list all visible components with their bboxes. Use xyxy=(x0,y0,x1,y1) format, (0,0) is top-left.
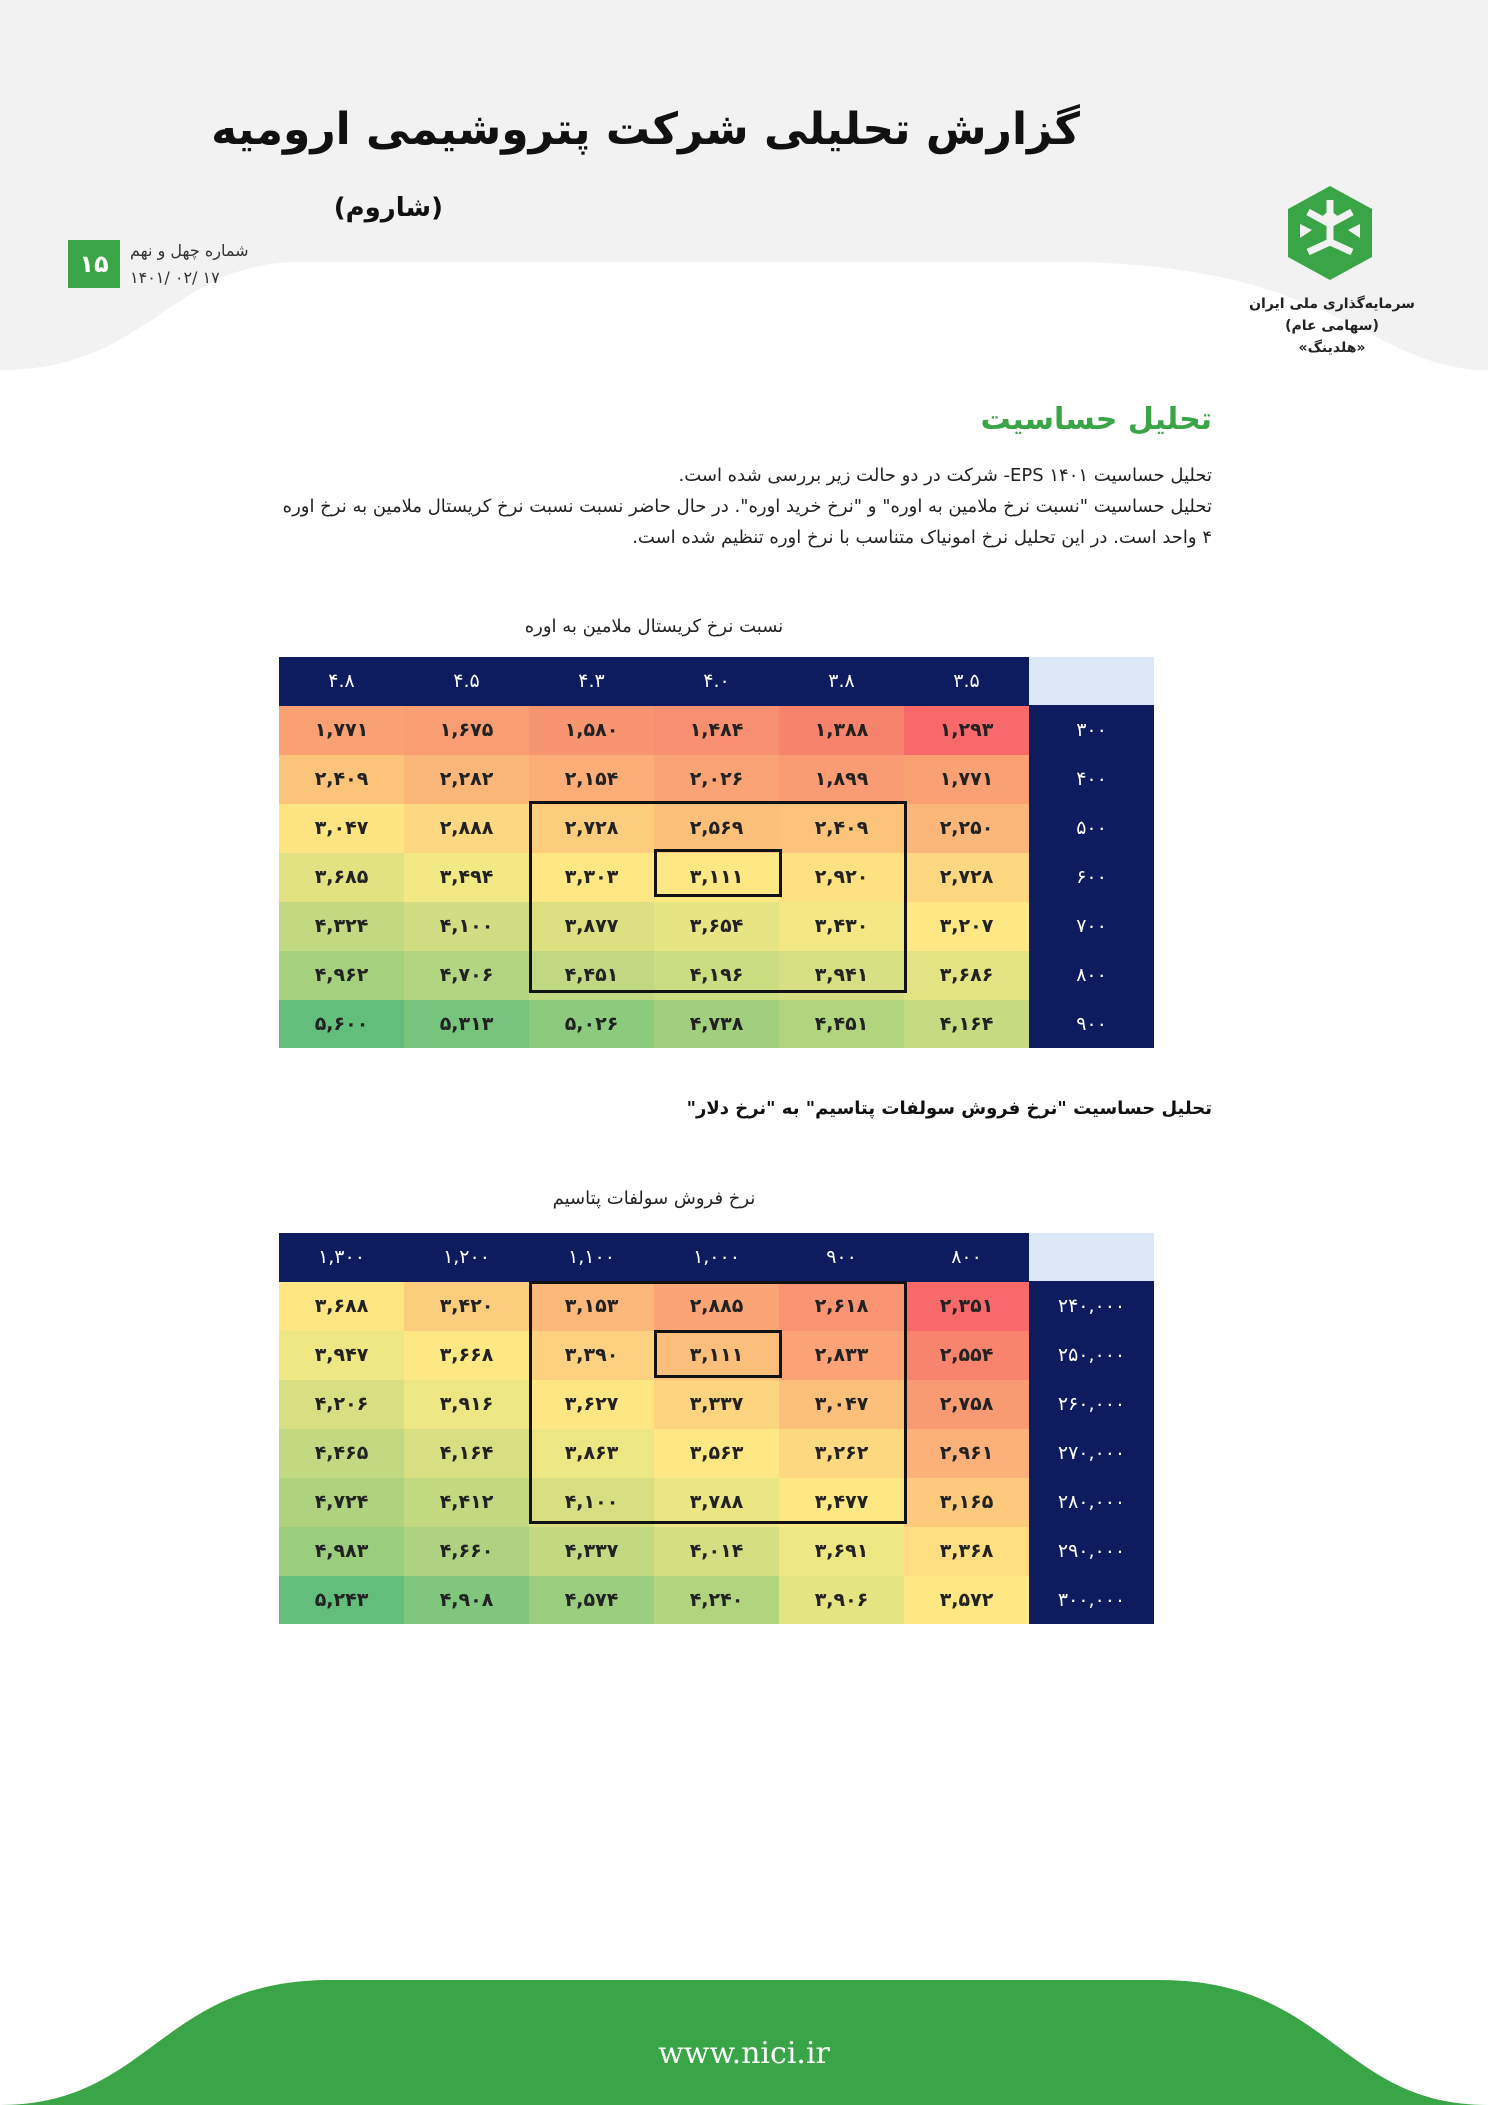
table2-cell: ۴,۱۰۰ xyxy=(529,1478,654,1527)
intro-paragraph-1: تحلیل حساسیت EPS ۱۴۰۱- شرکت در دو حالت زیر بررسی شده است. xyxy=(678,465,1212,486)
table2-cell: ۳,۳۳۷ xyxy=(654,1380,779,1429)
table2-cell: ۴,۱۶۴ xyxy=(404,1429,529,1478)
table1-cell: ۳,۹۴۱ xyxy=(779,951,904,1000)
table2-row-header: ۳۰۰,۰۰۰ xyxy=(1029,1576,1154,1625)
table2-cell: ۳,۹۰۶ xyxy=(779,1576,904,1625)
table2-cell: ۳,۹۴۷ xyxy=(279,1331,404,1380)
table1-row-header: ۶۰۰ xyxy=(1029,853,1154,902)
table1-row-header: ۳۰۰ xyxy=(1029,706,1154,755)
analysis2-title: تحلیل حساسیت "نرخ فروش سولفات پتاسیم" به "نرخ دلار" xyxy=(686,1098,1212,1119)
table2-cell: ۳,۰۴۷ xyxy=(779,1380,904,1429)
table1-cell: ۱,۲۹۳ xyxy=(904,706,1029,755)
table2-col-header: ۸۰۰ xyxy=(904,1233,1029,1282)
table1-cell: ۲,۷۲۸ xyxy=(904,853,1029,902)
issue-date: ۱۴۰۱/ ۰۲/ ۱۷ xyxy=(130,268,220,287)
table2-cell: ۳,۴۲۰ xyxy=(404,1282,529,1331)
table2-cell: ۳,۱۱۱ xyxy=(654,1331,779,1380)
nici-logo-icon xyxy=(1280,180,1380,288)
table1-row-header: ۴۰۰ xyxy=(1029,755,1154,804)
table-row xyxy=(279,1380,1154,1429)
table2-row-header: ۲۵۰,۰۰۰ xyxy=(1029,1331,1154,1380)
table2-cell: ۳,۱۶۵ xyxy=(904,1478,1029,1527)
table2-cell: ۴,۴۱۲ xyxy=(404,1478,529,1527)
table1-cell: ۴,۴۵۱ xyxy=(529,951,654,1000)
table1-cell: ۲,۴۰۹ xyxy=(279,755,404,804)
table1-cell: ۴,۳۲۴ xyxy=(279,902,404,951)
table1-cell: ۳,۶۸۶ xyxy=(904,951,1029,1000)
intro-text xyxy=(282,460,1212,553)
table1-col-header: ۴.۵ xyxy=(404,657,529,706)
table1-cell: ۵,۰۲۶ xyxy=(529,1000,654,1049)
table-row xyxy=(279,1000,1154,1049)
table1-row-header: ۵۰۰ xyxy=(1029,804,1154,853)
company-name xyxy=(1232,293,1432,359)
table1-cell: ۳,۳۰۳ xyxy=(529,853,654,902)
table1-col-header: ۳.۸ xyxy=(779,657,904,706)
table1-row-header: ۸۰۰ xyxy=(1029,951,1154,1000)
table1-cell: ۵,۶۰۰ xyxy=(279,1000,404,1049)
table1-cell: ۳,۱۱۱ xyxy=(654,853,779,902)
table-row xyxy=(279,804,1154,853)
table-row xyxy=(279,853,1154,902)
table1-col-header: ۴.۸ xyxy=(279,657,404,706)
table-row xyxy=(279,1331,1154,1380)
table2-caption: نرخ فروش سولفات پتاسیم xyxy=(552,1188,756,1209)
table1-row-header: ۹۰۰ xyxy=(1029,1000,1154,1049)
table2-cell: ۳,۲۶۲ xyxy=(779,1429,904,1478)
table1-cell: ۴,۷۳۸ xyxy=(654,1000,779,1049)
table1-cell: ۱,۴۸۴ xyxy=(654,706,779,755)
table2-cell: ۵,۲۴۳ xyxy=(279,1576,404,1625)
table2-cell: ۲,۹۶۱ xyxy=(904,1429,1029,1478)
sensitivity-table-1 xyxy=(279,657,1154,1048)
table1-cell: ۲,۲۵۰ xyxy=(904,804,1029,853)
table2-cell: ۳,۱۵۳ xyxy=(529,1282,654,1331)
table1-cell: ۱,۷۷۱ xyxy=(904,755,1029,804)
table1-cell: ۴,۱۰۰ xyxy=(404,902,529,951)
table2-col-header: ۱,۰۰۰ xyxy=(654,1233,779,1282)
table2-col-header: ۱,۳۰۰ xyxy=(279,1233,404,1282)
table-row xyxy=(279,902,1154,951)
table2-corner-cell xyxy=(1029,1233,1154,1282)
table1-cell: ۲,۵۶۹ xyxy=(654,804,779,853)
table2-row-header: ۲۴۰,۰۰۰ xyxy=(1029,1282,1154,1331)
table-row xyxy=(279,951,1154,1000)
table1-cell: ۴,۹۶۲ xyxy=(279,951,404,1000)
table1-col-header: ۴.۳ xyxy=(529,657,654,706)
table-row xyxy=(279,1576,1154,1625)
table2-cell: ۲,۸۳۳ xyxy=(779,1331,904,1380)
table2-cell: ۳,۸۶۳ xyxy=(529,1429,654,1478)
table2-cell: ۲,۸۸۵ xyxy=(654,1282,779,1331)
table1-cell: ۱,۶۷۵ xyxy=(404,706,529,755)
table2-row-header: ۲۶۰,۰۰۰ xyxy=(1029,1380,1154,1429)
table2-cell: ۳,۶۲۷ xyxy=(529,1380,654,1429)
table2-cell: ۲,۶۱۸ xyxy=(779,1282,904,1331)
table2-cell: ۴,۲۴۰ xyxy=(654,1576,779,1625)
table2-col-header: ۹۰۰ xyxy=(779,1233,904,1282)
table2-cell: ۳,۶۹۱ xyxy=(779,1527,904,1576)
table2-cell: ۴,۹۰۸ xyxy=(404,1576,529,1625)
section-title: تحلیل حساسیت xyxy=(980,402,1212,437)
footer-website: www.nici.ir xyxy=(658,2036,830,2071)
table2-col-header: ۱,۱۰۰ xyxy=(529,1233,654,1282)
table2-cell: ۳,۶۶۸ xyxy=(404,1331,529,1380)
table1-cell: ۴,۱۹۶ xyxy=(654,951,779,1000)
table2-cell: ۲,۵۵۴ xyxy=(904,1331,1029,1380)
report-subtitle: (شاروم) xyxy=(333,193,443,223)
table2-cell: ۳,۳۹۰ xyxy=(529,1331,654,1380)
sensitivity-table-2 xyxy=(279,1233,1154,1624)
table1-cell: ۳,۸۷۷ xyxy=(529,902,654,951)
table1-cell: ۳,۴۹۴ xyxy=(404,853,529,902)
table2-cell: ۴,۰۱۴ xyxy=(654,1527,779,1576)
table2-cell: ۴,۶۶۰ xyxy=(404,1527,529,1576)
table-row xyxy=(279,706,1154,755)
table1-col-header: ۴.۰ xyxy=(654,657,779,706)
table1-cell: ۲,۲۸۲ xyxy=(404,755,529,804)
table1-cell: ۳,۰۴۷ xyxy=(279,804,404,853)
table-row xyxy=(279,1429,1154,1478)
table1-corner-cell xyxy=(1029,657,1154,706)
table1-cell: ۴,۴۵۱ xyxy=(779,1000,904,1049)
table1-cell: ۳,۲۰۷ xyxy=(904,902,1029,951)
table1-cell: ۲,۷۲۸ xyxy=(529,804,654,853)
issue-number-badge: ۱۵ xyxy=(68,240,120,288)
table-row xyxy=(279,1527,1154,1576)
table1-cell: ۲,۸۸۸ xyxy=(404,804,529,853)
table2-cell: ۳,۹۱۶ xyxy=(404,1380,529,1429)
issue-label: شماره چهل و نهم xyxy=(130,241,249,260)
table2-cell: ۲,۷۵۸ xyxy=(904,1380,1029,1429)
table1-cell: ۱,۷۷۱ xyxy=(279,706,404,755)
intro-paragraph-2: تحلیل حساسیت "نسبت نرخ ملامین به اوره" و "نرخ خرید اوره". در حال حاضر نسبت نسبت نرخ کریستال ملامین به نرخ اوره ۴ واحد است. در این تحلیل نرخ امونیاک متناسب با نرخ اوره تنظیم شده است. xyxy=(282,496,1212,548)
table2-row-header: ۲۸۰,۰۰۰ xyxy=(1029,1478,1154,1527)
table2-cell: ۳,۵۶۳ xyxy=(654,1429,779,1478)
table1-cell: ۱,۵۸۰ xyxy=(529,706,654,755)
table2-cell: ۳,۷۸۸ xyxy=(654,1478,779,1527)
table2-row-header: ۲۷۰,۰۰۰ xyxy=(1029,1429,1154,1478)
table1-cell: ۳,۴۳۰ xyxy=(779,902,904,951)
table2-cell: ۳,۵۷۲ xyxy=(904,1576,1029,1625)
table2-cell: ۴,۴۶۵ xyxy=(279,1429,404,1478)
table1-cell: ۲,۹۲۰ xyxy=(779,853,904,902)
table1-header-row xyxy=(279,657,1154,706)
table1-cell: ۲,۱۵۴ xyxy=(529,755,654,804)
table2-header-row xyxy=(279,1233,1154,1282)
table1-caption: نسبت نرخ کریستال ملامین به اوره xyxy=(524,616,784,637)
table2-cell: ۲,۳۵۱ xyxy=(904,1282,1029,1331)
table1-cell: ۱,۸۹۹ xyxy=(779,755,904,804)
table-row xyxy=(279,1478,1154,1527)
report-title: گزارش تحلیلی شرکت پتروشیمی ارومیه xyxy=(211,104,1080,155)
table1-cell: ۳,۶۵۴ xyxy=(654,902,779,951)
company-name-line2: «هلدینگ» xyxy=(1298,340,1366,356)
table1-cell: ۴,۱۶۴ xyxy=(904,1000,1029,1049)
table1-cell: ۳,۶۸۵ xyxy=(279,853,404,902)
table1-cell: ۵,۳۱۳ xyxy=(404,1000,529,1049)
table1-col-header: ۳.۵ xyxy=(904,657,1029,706)
table2-cell: ۴,۵۷۴ xyxy=(529,1576,654,1625)
table1-cell: ۱,۳۸۸ xyxy=(779,706,904,755)
table1-row-header: ۷۰۰ xyxy=(1029,902,1154,951)
table1-cell: ۲,۰۲۶ xyxy=(654,755,779,804)
table2-cell: ۴,۳۳۷ xyxy=(529,1527,654,1576)
table2-cell: ۳,۶۸۸ xyxy=(279,1282,404,1331)
table2-cell: ۴,۹۸۳ xyxy=(279,1527,404,1576)
table1-cell: ۴,۷۰۶ xyxy=(404,951,529,1000)
company-name-line1: سرمایه‌گذاری ملی ایران (سهامی عام) xyxy=(1249,296,1415,334)
table2-cell: ۳,۴۷۷ xyxy=(779,1478,904,1527)
table-row xyxy=(279,1282,1154,1331)
table2-cell: ۴,۲۰۶ xyxy=(279,1380,404,1429)
table1-cell: ۲,۴۰۹ xyxy=(779,804,904,853)
table2-row-header: ۲۹۰,۰۰۰ xyxy=(1029,1527,1154,1576)
table-row xyxy=(279,755,1154,804)
table2-cell: ۴,۷۲۴ xyxy=(279,1478,404,1527)
table2-col-header: ۱,۲۰۰ xyxy=(404,1233,529,1282)
table2-cell: ۳,۳۶۸ xyxy=(904,1527,1029,1576)
